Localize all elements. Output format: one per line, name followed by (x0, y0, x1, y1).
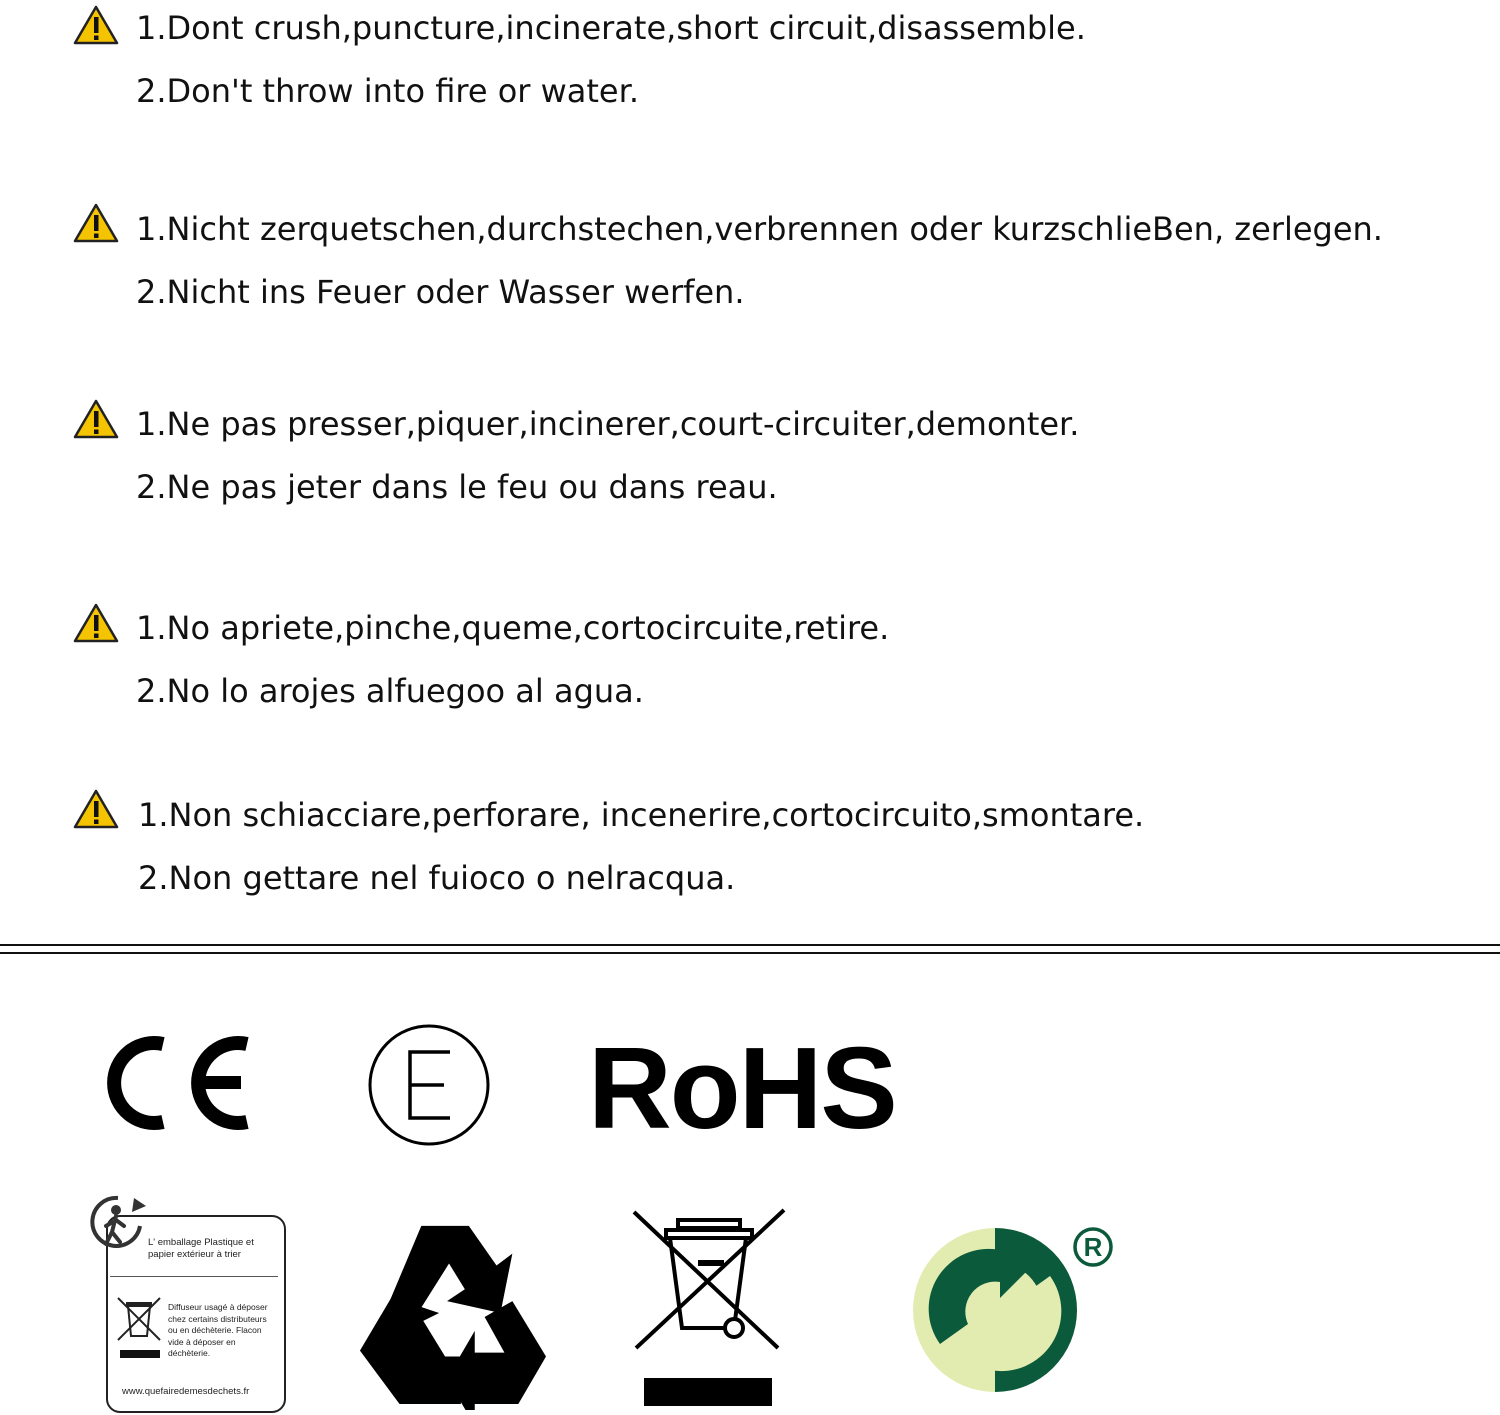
warning-fr-line-1: 1.Ne pas presser,piquer,incinerer,court-circuiter,demonter. (136, 405, 1080, 443)
triman-body-line: chez certains distributeurs (168, 1313, 267, 1324)
warning-de-line-1: 1.Nicht zerquetschen,durchstechen,verbrennen oder kurzschlieBen, zerlegen. (136, 210, 1383, 248)
e-mark-icon (366, 1022, 492, 1148)
warning-en-line-1: 1.Dont crush,puncture,incinerate,short circuit,disassemble. (136, 9, 1086, 47)
rohs-mark: RoHS (588, 1023, 896, 1153)
warning-fr-line-2: 2.Ne pas jeter dans le feu ou dans reau. (136, 468, 778, 506)
warning-es-line-2: 2.No lo arojes alfuegoo al agua. (136, 672, 644, 710)
triman-heading-line-1: L' emballage Plastique et (148, 1237, 254, 1248)
warning-it-line-2: 2.Non gettare nel fuioco o nelracqua. (138, 859, 736, 897)
recycling-arrows-icon (352, 1218, 550, 1410)
triman-divider (110, 1276, 278, 1277)
separator-bottom-line (0, 952, 1500, 954)
ce-mark-icon (105, 1030, 255, 1136)
warning-it-line-1: 1.Non schiacciare,perforare, incenerire,cortocircuito,smontare. (138, 796, 1145, 834)
triman-body-line: Diffuseur usagé à déposer (168, 1302, 268, 1312)
triman-body-line: ou en déchèterie. Flacon (168, 1325, 262, 1335)
warning-triangle-icon (72, 788, 120, 830)
triman-body-line: déchèterie. (168, 1348, 211, 1358)
triman-body (168, 1302, 268, 1360)
mini-bin-bar (120, 1350, 160, 1358)
triman-body-line: vide à déposer en (168, 1336, 236, 1347)
mini-crossed-bin-icon (114, 1296, 164, 1344)
triman-heading (148, 1237, 254, 1261)
warning-triangle-icon (72, 602, 120, 644)
warning-es-line-1: 1.No apriete,pinche,queme,cortocircuite,retire. (136, 609, 890, 647)
green-dot-icon (910, 1226, 1080, 1394)
triman-heading-line-2: papier extérieur à trier (148, 1249, 241, 1260)
crossed-out-bin-icon (630, 1206, 788, 1410)
registered-mark-icon (1072, 1226, 1114, 1268)
triman-url: www.quefairedemesdechets.fr (122, 1386, 250, 1397)
warning-triangle-icon (72, 202, 120, 244)
separator-top-line (0, 944, 1500, 946)
triman-recycling-person-icon (88, 1192, 150, 1250)
warning-en-line-2: 2.Don't throw into fire or water. (136, 72, 639, 110)
warning-triangle-icon (72, 4, 120, 46)
warning-triangle-icon (72, 398, 120, 440)
warning-de-line-2: 2.Nicht ins Feuer oder Wasser werfen. (136, 273, 745, 311)
registered-letter: R (1083, 1232, 1103, 1262)
